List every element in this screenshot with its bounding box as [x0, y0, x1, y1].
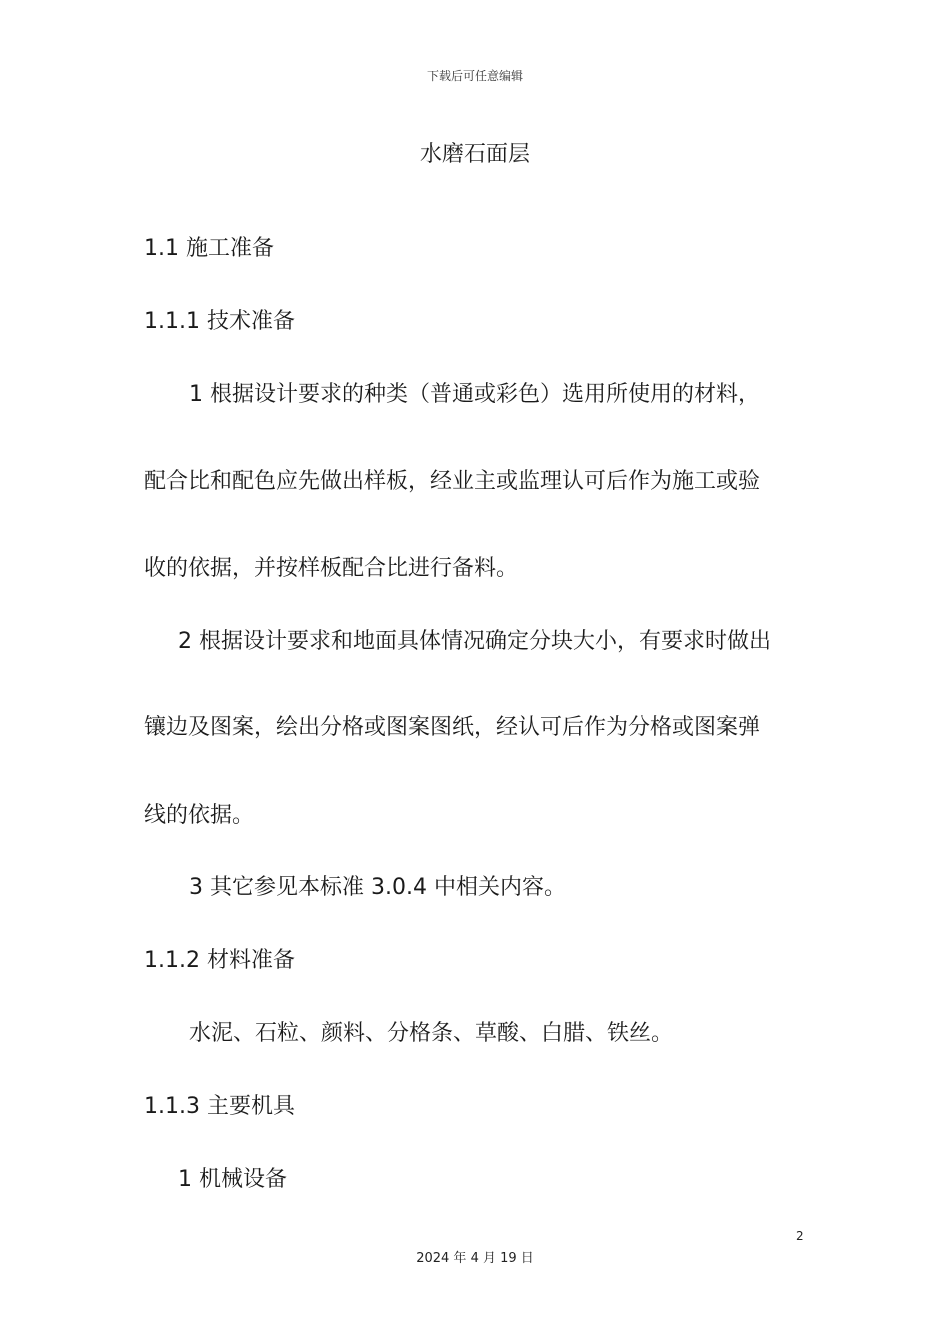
document-title: 水磨石面层 — [419, 142, 530, 167]
footer-date: 2024 年 4 月 19 日 — [416, 1251, 534, 1266]
section-heading-1-1: 1.1 施工准备 — [144, 236, 274, 261]
header-note: 下载后可任意编辑 — [426, 69, 523, 83]
subsection-heading-1-1-2: 1.1.2 材料准备 — [144, 948, 295, 973]
paragraph-line: 配合比和配色应先做出样板，经业主或监理认可后作为施工或验 — [144, 469, 761, 494]
paragraph-line: 线的依据。 — [144, 803, 255, 828]
paragraph-line: 收的依据，并按样板配合比进行备料。 — [144, 556, 519, 581]
paragraph-line: 1 机械设备 — [178, 1167, 287, 1192]
paragraph-line: 3 其它参见本标准 3.0.4 中相关内容。 — [189, 875, 566, 900]
paragraph-line: 1 根据设计要求的种类（普通或彩色）选用所使用的材料， — [189, 382, 760, 407]
subsection-heading-1-1-1: 1.1.1 技术准备 — [144, 309, 295, 334]
paragraph-line: 镶边及图案，绘出分格或图案图纸，经认可后作为分格或图案弹 — [144, 715, 761, 740]
page-number: 2 — [796, 1229, 804, 1243]
paragraph-line: 水泥、石粒、颜料、分格条、草酸、白腊、铁丝。 — [189, 1021, 674, 1046]
paragraph-line: 2 根据设计要求和地面具体情况确定分块大小，有要求时做出 — [178, 629, 771, 654]
subsection-heading-1-1-3: 1.1.3 主要机具 — [144, 1094, 295, 1119]
